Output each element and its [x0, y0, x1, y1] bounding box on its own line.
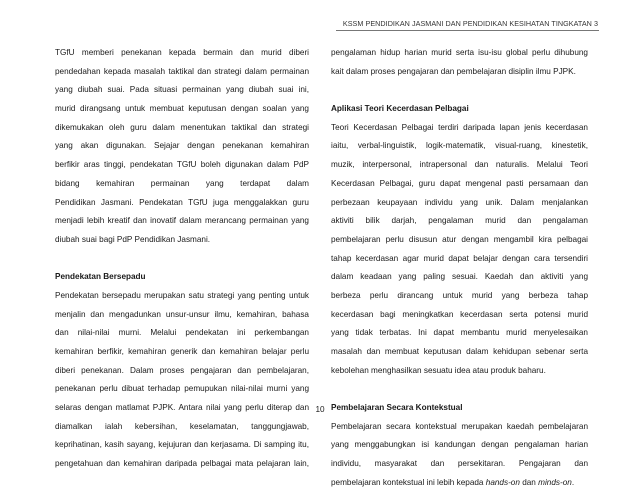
text-line: perbezaan keupayaan individu yang unik. Dalam menjalankan — [331, 197, 588, 207]
text-line: keprihatinan, kasih sayang, kejujuran dan kerjasama. Di samping itu, — [55, 440, 309, 450]
text-line-mixed — [331, 474, 588, 493]
right-column — [331, 44, 588, 493]
text-line: Pendidikan Jasmani. Pendekatan TGfU juga menggalakkan guru — [55, 197, 309, 207]
text-line: pendedahan kepada masalah taktikal dan strategi dalam permainan — [55, 66, 309, 76]
text-line: dan nilai-nilai murni. Melalui pendekatan ini perkembangan — [55, 328, 309, 338]
text-line: selaras dengan matlamat PJPK. Antara nilai yang perlu diterap dan — [55, 403, 309, 413]
text-span: dan — [519, 477, 539, 487]
text-line: pengetahuan dan kemahiran daripada pelbagai mata pelajaran lain, — [55, 459, 309, 469]
text-line: Teori Kecerdasan Pelbagai terdiri daripada lapan jenis kecerdasan — [331, 122, 588, 132]
text-line: kait dalam proses pengajaran dan pembelajaran disiplin ilmu PJPK. — [331, 66, 576, 76]
text-line: diberi penekanan. Dalam proses pengajaran dan pembelajaran, — [55, 365, 309, 375]
paragraph-bersepadu — [55, 287, 309, 474]
header-rule — [336, 30, 599, 31]
text-line: berfikir aras tinggi, pendekatan TGfU boleh digunakan dalam PdP — [55, 160, 309, 170]
text-line: yang diubah suai. Pada situasi permainan yang diubah suai ini, — [55, 85, 309, 95]
text-line: Kecerdasan Pelbagai, guru dapat mengenal pasti persamaan dan — [331, 178, 588, 188]
paragraph-tgfu — [55, 44, 309, 250]
page-number: 10 — [315, 405, 325, 414]
text-line: kemahiran berfikir, kemahiran generik dan kemahiran belajar perlu — [55, 347, 309, 356]
paragraph-kecerdasan — [331, 119, 588, 381]
text-line: yang akan digunakan. Sejajar dengan penekanan kemahiran — [55, 141, 309, 151]
text-line: Pendekatan bersepadu merupakan satu strategi yang penting untuk — [55, 290, 309, 300]
text-line: diubah suai bagi PdP Pendidikan Jasmani. — [55, 234, 211, 244]
italic-term-minds-on: minds-on — [538, 477, 572, 487]
text-line: dikemukakan oleh guru dalam menentukan taktikal dan strategi — [55, 122, 309, 132]
running-header: KSSM PENDIDIKAN JASMANI DAN PENDIDIKAN KESIHATAN TINGKATAN 3 — [342, 19, 598, 28]
paragraph-spacer — [331, 380, 588, 399]
text-line: menjadi lebih kreatif dan inovatif dalam merancang permainan yang — [55, 216, 309, 226]
paragraph-spacer — [55, 250, 309, 269]
text-line: penekanan perlu dibuat terhadap pemupukan nilai-nilai murni yang — [55, 384, 309, 394]
text-line: kecerdasan bagi meningkatkan kecerdasan serta potensi murid — [331, 309, 588, 319]
text-line: masalah dan membuat keputusan dalam kehidupan sebenar serta — [331, 347, 588, 356]
left-column — [55, 44, 309, 474]
text-line: bidang kemahiran permainan yang terdapat dalam — [55, 178, 309, 188]
text-line: iaitu, verbal-linguistik, logik-matematik, visual-ruang, kinestetik, — [331, 141, 588, 151]
text-line: yang tidak terbatas. Ini dapat membantu murid menyelesaikan — [331, 328, 588, 338]
paragraph-continuation — [331, 44, 588, 81]
section-heading-kecerdasan-pelbagai: Aplikasi Teori Kecerdasan Pelbagai — [331, 104, 469, 114]
text-line: murid dirangsang untuk membuat keputusan dengan soalan yang — [55, 104, 309, 114]
text-line: dalam keadaan yang paling sesuai. Kaedah dan aktiviti yang — [331, 272, 588, 282]
italic-term-hands-on: hands-on — [485, 477, 520, 487]
text-line: tahap kecerdasan agar murid dapat belajar dengan cara tersendiri — [331, 253, 588, 263]
text-line: berbeza perlu dirancang untuk murid yang berbeza tahap — [331, 290, 588, 300]
paragraph-kontekstual — [331, 418, 588, 493]
text-line: aktiviti bilik darjah, pengalaman murid dan pengalaman — [331, 216, 588, 226]
text-line: yang menggabungkan isi kandungan dengan pengalaman harian — [331, 440, 588, 450]
text-line: individu, masyarakat dan persekitaran. Pengajaran dan — [331, 459, 588, 469]
text-span: . — [571, 477, 575, 487]
text-line: pengalaman hidup harian murid serta isu-isu global perlu dihubung — [331, 48, 588, 57]
text-line: kebolehan menghasilkan sesuatu idea atau produk baharu. — [331, 365, 546, 375]
text-span: pembelajaran kontekstual ini lebih kepada — [331, 477, 486, 487]
paragraph-spacer — [331, 81, 588, 100]
text-line: pembelajaran perlu disusun atur dengan mengambil kira pelbagai — [331, 234, 588, 244]
text-line: TGfU memberi penekanan kepada bermain dan murid diberi — [55, 48, 309, 57]
text-line: Pembelajaran secara kontekstual merupakan kaedah pembelajaran — [331, 421, 588, 431]
section-heading-pendekatan-bersepadu: Pendekatan Bersepadu — [55, 272, 146, 282]
text-line: muzik, interpersonal, intrapersonal dan naturalis. Melalui Teori — [331, 160, 588, 170]
section-heading-kontekstual: Pembelajaran Secara Kontekstual — [331, 403, 463, 413]
text-line: menjalin dan mengadunkan unsur-unsur ilmu, kemahiran, bahasa — [55, 309, 309, 319]
text-line: diamalkan ialah kebersihan, keselamatan, tanggungjawab, — [55, 421, 309, 431]
